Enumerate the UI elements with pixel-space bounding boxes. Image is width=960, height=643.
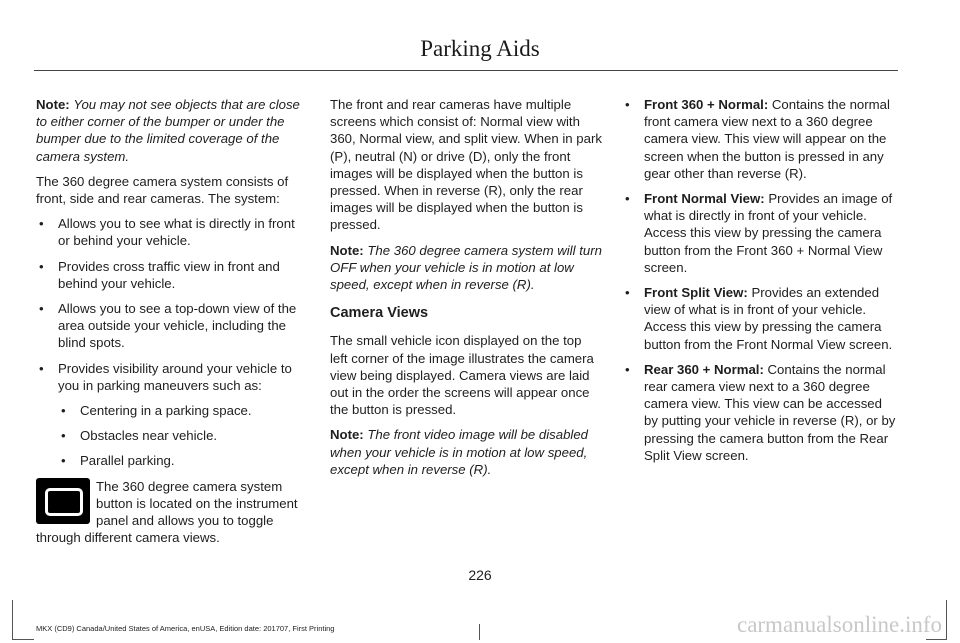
camera-button-description [36, 478, 306, 547]
note-text: You may not see objects that are close to either corner of the bumper or under the bumper due to the limited coverage of the camera system. [36, 97, 300, 164]
list-item: • Provides cross traffic view in front and behind your vehicle. [36, 258, 306, 292]
sub-list-item: • Centering in a parking space. [58, 402, 306, 419]
list-item [622, 361, 896, 464]
section-heading-camera-views: Camera Views [330, 305, 429, 322]
system-list [36, 215, 306, 469]
crop-mark [946, 600, 947, 640]
note-text: The 360 degree camera system will turn OFF when your vehicle is in motion at low speed, except when in reverse (R). [330, 242, 602, 293]
note-1 [36, 96, 306, 165]
view-term: Front 360 + Normal: [644, 97, 769, 112]
page-title: Parking Aids [420, 36, 540, 61]
list-item [622, 190, 896, 276]
view-description: Provides an extended view of what is in front of your vehicle. Access this view by pressing the camera button from the Front Normal View screen. [644, 285, 893, 352]
edition-footer: MKX (CD9) Canada/United States of America, enUSA, Edition date: 201707, First Printing [36, 624, 335, 633]
list-item [622, 96, 896, 182]
list-item-text: Provides visibility around your vehicle to you in parking maneuvers such as: [58, 360, 292, 393]
view-description: Provides an image of what is directly in front of your vehicle. Access this view by pressing the camera button from the Front 360 + Normal View screen. [644, 191, 893, 275]
column-2 [330, 96, 602, 486]
sub-list-item: • Obstacles near vehicle. [58, 427, 306, 444]
view-description: Contains the normal front camera view next to a 360 degree camera view. This view will appear on the screen when the button is pressed in any gear other than reverse (R). [644, 97, 890, 181]
crop-mark [12, 639, 34, 640]
list-item [622, 284, 896, 353]
sub-list-item: • Parallel parking. [58, 452, 306, 469]
view-term: Front Split View: [644, 285, 748, 301]
intro-paragraph: The 360 degree camera system consists of front, side and rear cameras. The system: [36, 173, 289, 207]
crop-mark [479, 624, 480, 640]
note-2 [330, 242, 602, 294]
list-item: • Allows you to see a top-down view of the area outside your vehicle, including the blind spots. [36, 300, 306, 352]
page-number: 226 [468, 567, 492, 583]
note-label: Note: [330, 242, 364, 258]
crop-mark [926, 639, 946, 640]
view-term: Rear 360 + Normal: [644, 361, 764, 377]
list-item [36, 360, 306, 470]
view-term: Front Normal View: [644, 191, 765, 207]
header-rule [34, 70, 898, 71]
camera-button-icon [36, 478, 90, 524]
views-paragraph: The small vehicle icon displayed on the top left corner of the image illustrates the camera view being displayed. Camera views are laid out in the order the screens will appear once the button is pressed. [330, 333, 594, 418]
column-3 [622, 96, 896, 472]
camera-views-list [622, 96, 896, 464]
camera-button-text: The 360 degree camera system button is located on the instrument panel and allows you to toggle through different camera views. [36, 478, 298, 546]
crop-mark [12, 600, 13, 640]
screens-paragraph: The front and rear cameras have multiple screens which consist of: Normal view with 360, Normal view, and split view. When in park (P), neutral (N) or drive (D), only the front images will be displayed when the button is pressed. When in reverse (R), only the rear images will be displayed when the button is pressed. [330, 97, 602, 233]
note-text: The front video image will be disabled when your vehicle is in motion at low speed, except when in reverse (R). [330, 427, 589, 477]
maneuver-list [58, 402, 306, 470]
note-label: Note: [330, 427, 364, 443]
list-item: • Allows you to see what is directly in front or behind your vehicle. [36, 215, 306, 249]
note-label: Note: [36, 97, 70, 112]
view-description: Contains the normal rear camera view next to a 360 degree camera view. This view can be accessed by putting your vehicle in reverse (R), or by pressing the camera button from the Rear Split View screen. [644, 361, 896, 463]
watermark: carmanualsonline.info [736, 612, 942, 637]
column-1 [36, 96, 306, 546]
note-3 [330, 426, 602, 478]
